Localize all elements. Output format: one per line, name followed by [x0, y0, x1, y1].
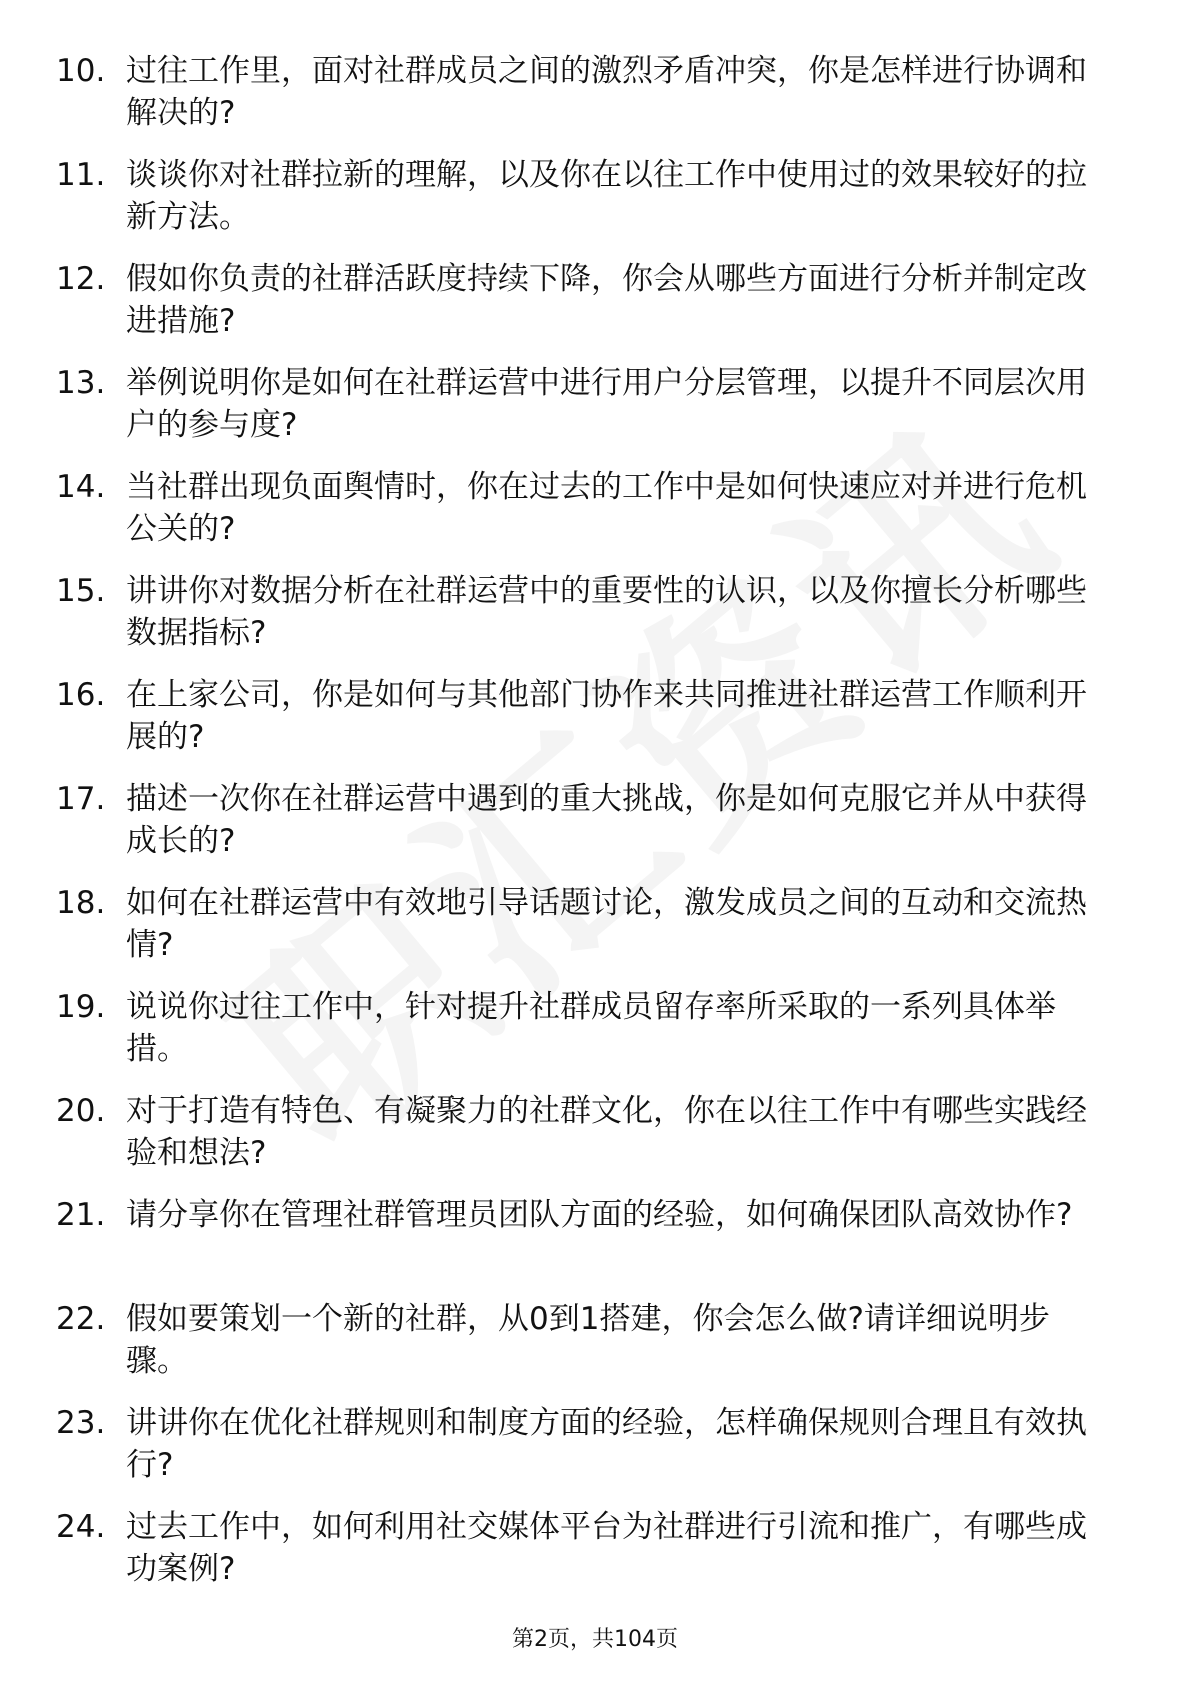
question-item: [0, 570, 1190, 674]
question-text: 在上家公司，你是如何与其他部门协作来共同推进社群运营工作顺利开展的?: [126, 677, 1087, 755]
question-number: 21.: [56, 1197, 106, 1233]
question-number: 10.: [56, 53, 106, 89]
question-text: 假如你负责的社群活跃度持续下降，你会从哪些方面进行分析并制定改进措施?: [126, 261, 1087, 339]
question-item: [0, 778, 1190, 882]
question-text: 讲讲你对数据分析在社群运营中的重要性的认识，以及你擅长分析哪些数据指标?: [126, 573, 1087, 651]
question-number: 14.: [56, 469, 106, 505]
question-number: 24.: [56, 1509, 106, 1545]
question-number: 12.: [56, 261, 106, 297]
question-text: 谈谈你对社群拉新的理解，以及你在以往工作中使用过的效果较好的拉新方法。: [126, 157, 1087, 235]
question-item: [0, 1506, 1190, 1610]
question-item: [0, 882, 1190, 986]
question-text: 如何在社群运营中有效地引导话题讨论，激发成员之间的互动和交流热情?: [126, 885, 1087, 963]
question-item: [0, 1402, 1190, 1506]
question-text: 对于打造有特色、有凝聚力的社群文化，你在以往工作中有哪些实践经验和想法?: [126, 1093, 1087, 1171]
question-text: 描述一次你在社群运营中遇到的重大挑战，你是如何克服它并从中获得成长的?: [126, 781, 1087, 859]
question-text: 过往工作里，面对社群成员之间的激烈矛盾冲突，你是怎样进行协调和解决的?: [126, 53, 1087, 131]
question-number: 16.: [56, 677, 106, 713]
question-number: 22.: [56, 1301, 106, 1337]
question-item: [0, 1298, 1190, 1402]
question-number: 11.: [56, 157, 106, 193]
question-number: 15.: [56, 573, 106, 609]
question-text: 举例说明你是如何在社群运营中进行用户分层管理，以提升不同层次用户的参与度?: [126, 365, 1087, 443]
question-item: [0, 674, 1190, 778]
question-item: [0, 1090, 1190, 1194]
question-text: 当社群出现负面舆情时，你在过去的工作中是如何快速应对并进行危机公关的?: [126, 469, 1087, 547]
question-number: 17.: [56, 781, 106, 817]
question-item: [0, 1194, 1190, 1298]
question-item: [0, 466, 1190, 570]
question-number: 20.: [56, 1093, 106, 1129]
question-item: [0, 258, 1190, 362]
question-text: 说说你过往工作中，针对提升社群成员留存率所采取的一系列具体举措。: [126, 989, 1056, 1067]
question-text: 过去工作中，如何利用社交媒体平台为社群进行引流和推广，有哪些成功案例?: [126, 1509, 1087, 1587]
question-text: 请分享你在管理社群管理员团队方面的经验，如何确保团队高效协作?: [126, 1197, 1073, 1233]
question-text: 假如要策划一个新的社群，从0到1搭建，你会怎么做?请详细说明步骤。: [126, 1301, 1050, 1379]
question-item: [0, 986, 1190, 1090]
question-item: [0, 154, 1190, 258]
question-text: 讲讲你在优化社群规则和制度方面的经验，怎样确保规则合理且有效执行?: [126, 1405, 1087, 1483]
question-number: 23.: [56, 1405, 106, 1441]
question-number: 19.: [56, 989, 106, 1025]
question-number: 13.: [56, 365, 106, 401]
question-item: [0, 362, 1190, 466]
question-item: [0, 50, 1190, 154]
question-number: 18.: [56, 885, 106, 921]
page-footer: 第2页，共104页: [512, 1627, 678, 1652]
question-list: [0, 50, 1190, 1610]
